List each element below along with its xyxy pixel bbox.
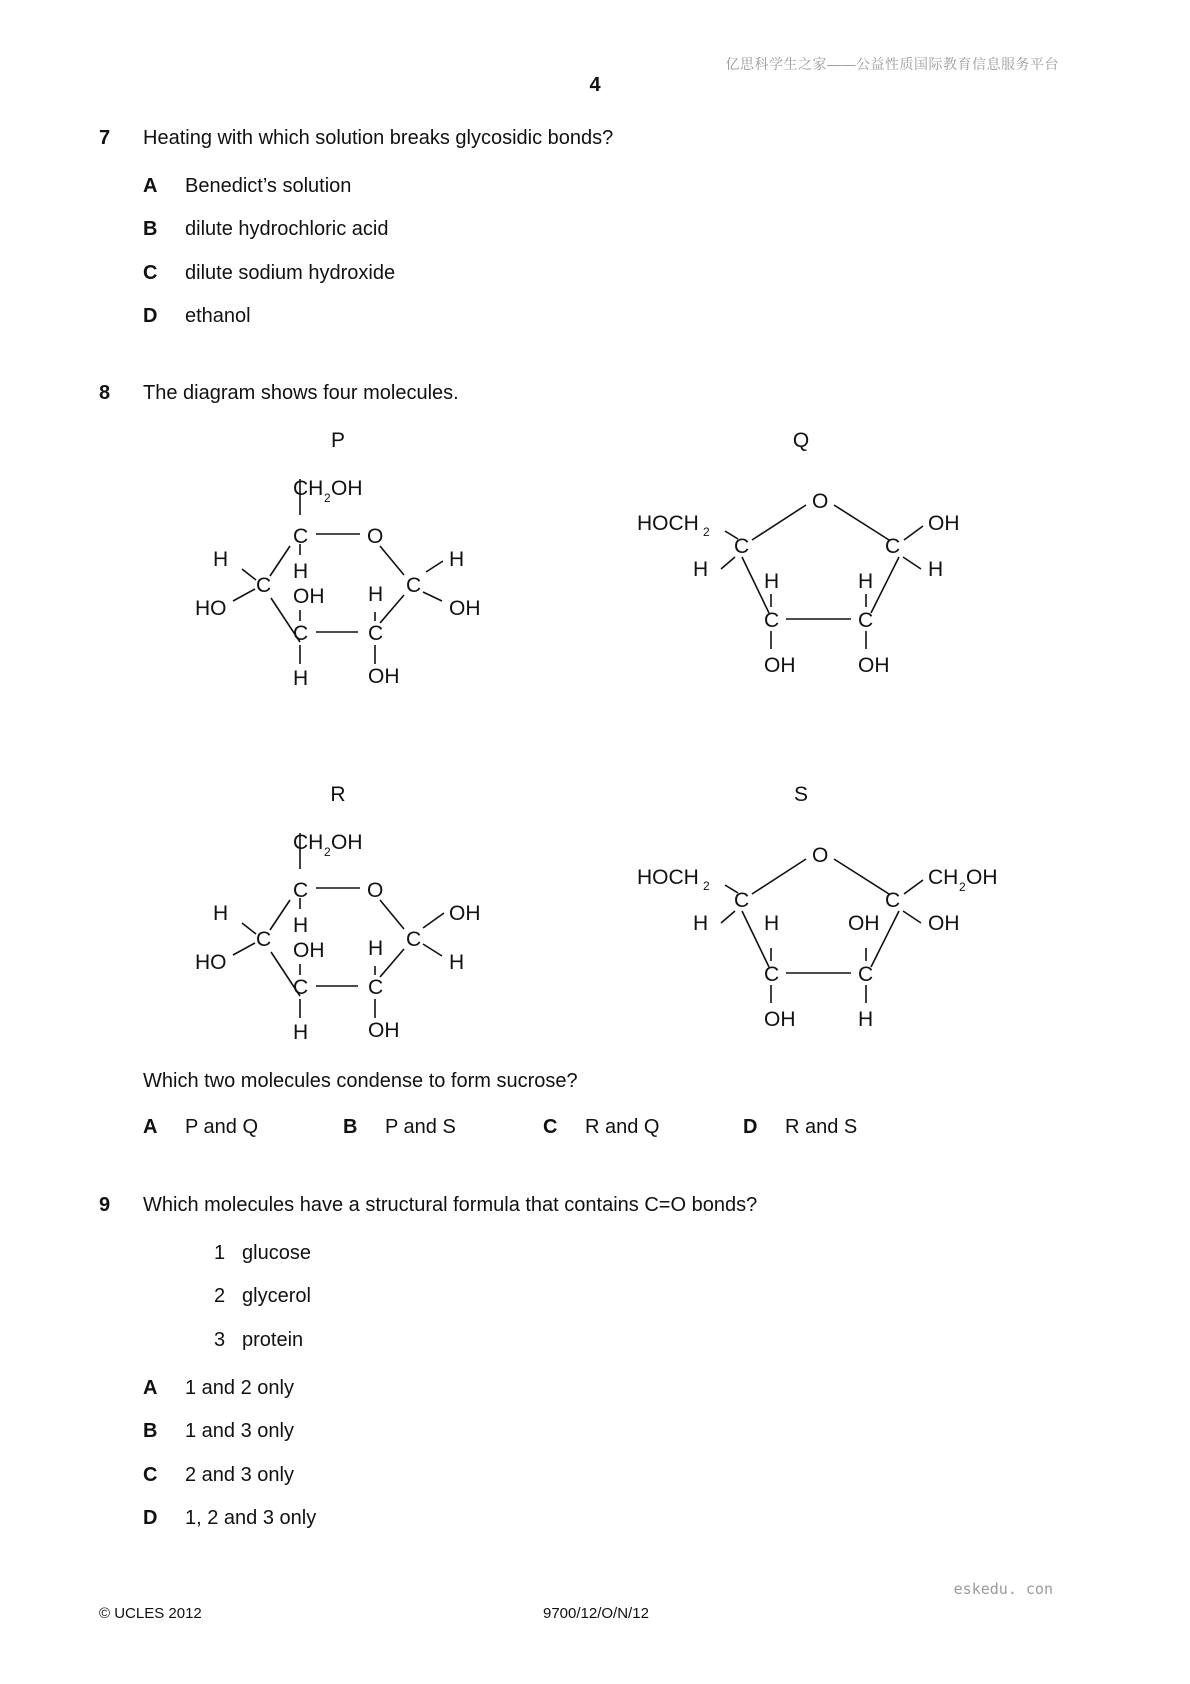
footer-copyright: © UCLES 2012 bbox=[99, 1605, 202, 1622]
atom-label: H bbox=[764, 912, 780, 935]
atom-label: 2 bbox=[324, 491, 331, 505]
atom-label: OH bbox=[848, 912, 880, 935]
molecule-label-q: Q bbox=[792, 429, 810, 452]
question-8-text: The diagram shows four molecules. bbox=[143, 382, 459, 404]
atom-label: C bbox=[858, 963, 874, 986]
atom-label: OH bbox=[764, 1008, 796, 1031]
q7-option-d: D ethanol bbox=[143, 305, 251, 327]
atom-label: C bbox=[293, 622, 309, 645]
atom-label: H bbox=[293, 1021, 309, 1044]
atom-label: C bbox=[764, 609, 780, 632]
atom-label: OH bbox=[858, 654, 890, 677]
atom-label: C bbox=[293, 976, 309, 999]
atom-label: H bbox=[293, 560, 309, 583]
atom-label: C bbox=[734, 535, 750, 558]
atom-label: CH bbox=[293, 831, 324, 854]
molecule-label-s: S bbox=[793, 783, 809, 806]
atom-label: OH bbox=[331, 477, 363, 500]
atom-label: C bbox=[734, 889, 750, 912]
q9-option-c: C 2 and 3 only bbox=[143, 1464, 294, 1486]
atom-label: OH bbox=[928, 912, 960, 935]
atom-label: C bbox=[293, 525, 309, 548]
atom-label: H bbox=[928, 558, 944, 581]
atom-label: H bbox=[449, 548, 465, 571]
q8-option-b: B P and S bbox=[343, 1116, 456, 1138]
question-9-text: Which molecules have a structural formula that contains C=O bonds? bbox=[143, 1194, 758, 1216]
atom-label: H bbox=[449, 951, 465, 974]
question-9-number: 9 bbox=[99, 1194, 111, 1216]
atom-label: OH bbox=[368, 665, 400, 688]
molecule-p bbox=[195, 477, 481, 690]
atom-label: HO bbox=[195, 951, 227, 974]
atom-label: HO bbox=[195, 597, 227, 620]
q9-item-3: 3 protein bbox=[214, 1329, 304, 1351]
q9-option-a: A 1 and 2 only bbox=[143, 1377, 294, 1399]
atom-label: O bbox=[367, 525, 384, 548]
atom-label: H bbox=[764, 570, 780, 593]
molecule-label-p: P bbox=[330, 429, 346, 452]
atom-label: OH bbox=[449, 597, 481, 620]
site-watermark: eskedu. con bbox=[953, 1580, 1053, 1598]
q9-option-d: D 1, 2 and 3 only bbox=[143, 1507, 317, 1529]
bonds bbox=[233, 479, 923, 1018]
q9-item-2: 2 glycerol bbox=[214, 1285, 311, 1307]
atom-label: HOCH bbox=[637, 512, 699, 535]
atom-label: O bbox=[367, 879, 384, 902]
atom-label: C bbox=[256, 574, 272, 597]
atom-label: 2 bbox=[703, 525, 710, 539]
atom-label: C bbox=[256, 928, 272, 951]
atom-label: H bbox=[213, 902, 229, 925]
atom-label: OH bbox=[293, 585, 325, 608]
molecule-q bbox=[637, 490, 960, 677]
atom-label: H bbox=[368, 937, 384, 960]
atom-label: H bbox=[693, 912, 709, 935]
atom-label: OH bbox=[764, 654, 796, 677]
q9-option-b: B 1 and 3 only bbox=[143, 1420, 294, 1442]
atom-label: O bbox=[812, 844, 829, 867]
q8-option-a: A P and Q bbox=[143, 1116, 259, 1138]
atom-label: HOCH bbox=[637, 866, 699, 889]
atom-label: H bbox=[368, 583, 384, 606]
atom-label: H bbox=[213, 548, 229, 571]
atom-label: C bbox=[885, 535, 901, 558]
atom-label: C bbox=[406, 928, 422, 951]
atom-label: H bbox=[693, 558, 709, 581]
atom-label: C bbox=[293, 879, 309, 902]
page-number: 4 bbox=[589, 74, 601, 96]
question-8-prompt: Which two molecules condense to form sucrose? bbox=[143, 1070, 578, 1092]
atom-label: 2 bbox=[324, 845, 331, 859]
molecule-s bbox=[637, 844, 998, 1031]
atom-label: C bbox=[885, 889, 901, 912]
atom-label: C bbox=[406, 574, 422, 597]
atom-label: C bbox=[368, 622, 384, 645]
q8-option-c: C R and Q bbox=[543, 1116, 660, 1138]
atom-label: OH bbox=[966, 866, 998, 889]
question-7-text: Heating with which solution breaks glycosidic bonds? bbox=[143, 127, 614, 149]
molecule-label-r: R bbox=[330, 783, 346, 806]
atom-label: 2 bbox=[703, 879, 710, 893]
atom-label: OH bbox=[368, 1019, 400, 1042]
atom-label: H bbox=[858, 570, 874, 593]
atom-label: CH bbox=[293, 477, 324, 500]
atom-label: OH bbox=[331, 831, 363, 854]
q7-option-a: A Benedict’s solution bbox=[143, 175, 352, 197]
atom-label: OH bbox=[293, 939, 325, 962]
atom-label: O bbox=[812, 490, 829, 513]
q7-option-c: C dilute sodium hydroxide bbox=[143, 262, 396, 284]
atom-label: H bbox=[858, 1008, 874, 1031]
atom-label: C bbox=[764, 963, 780, 986]
question-7-number: 7 bbox=[99, 127, 111, 149]
q8-option-d: D R and S bbox=[743, 1116, 858, 1138]
molecule-r bbox=[195, 831, 481, 1044]
atom-label: C bbox=[858, 609, 874, 632]
q7-option-b: B dilute hydrochloric acid bbox=[143, 218, 389, 240]
question-8-number: 8 bbox=[99, 382, 111, 404]
atom-label: H bbox=[293, 667, 309, 690]
footer-code: 9700/12/O/N/12 bbox=[543, 1605, 649, 1622]
q9-item-1: 1 glucose bbox=[214, 1242, 311, 1264]
atom-label: 2 bbox=[959, 880, 966, 894]
atom-label: OH bbox=[449, 902, 481, 925]
atom-label: H bbox=[293, 914, 309, 937]
watermark: 亿思科学生之家——公益性质国际教育信息服务平台 bbox=[725, 56, 1059, 72]
atom-label: OH bbox=[928, 512, 960, 535]
atom-label: C bbox=[368, 976, 384, 999]
atom-label: CH bbox=[928, 866, 959, 889]
